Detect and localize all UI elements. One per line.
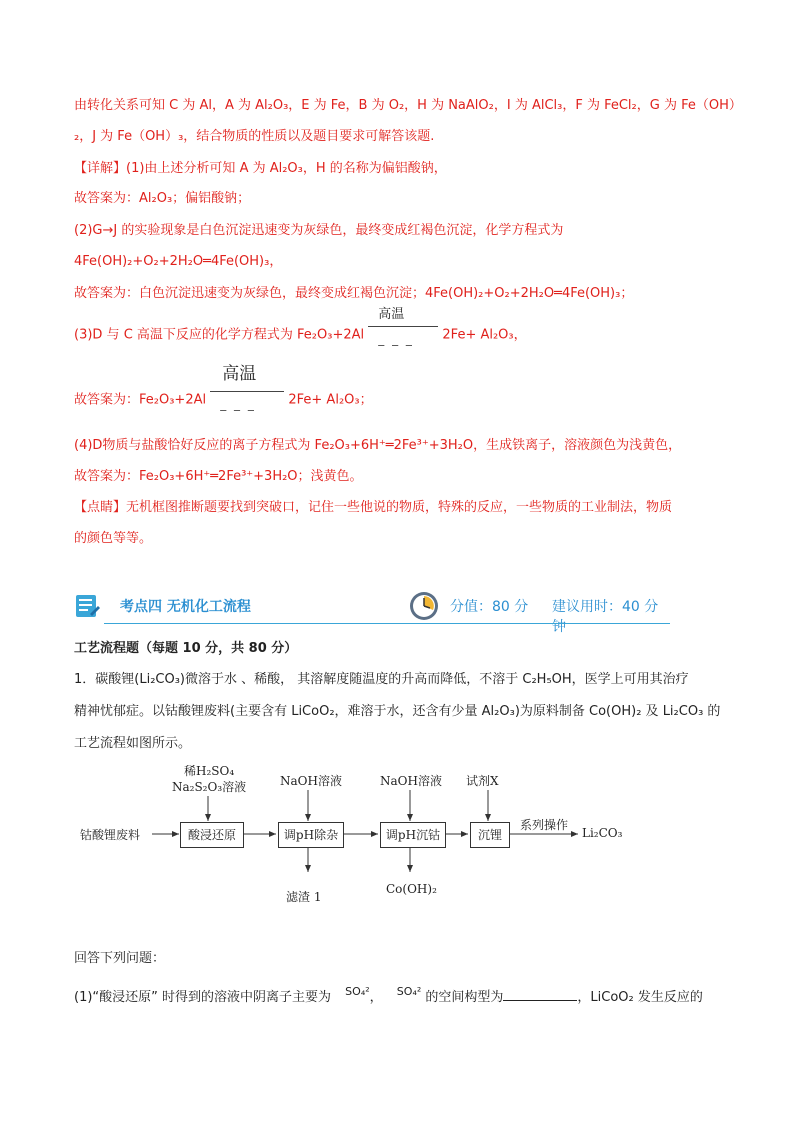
- step-acid-leach: 酸浸还原: [180, 822, 244, 848]
- product-label: Li₂CO₃: [582, 826, 623, 840]
- text-line: [74, 307, 527, 350]
- reagent-label: NaOH溶液: [380, 774, 442, 788]
- question-heading: 工艺流程题（每题 10 分，共 80 分）: [74, 641, 298, 656]
- notepad-icon: [74, 592, 100, 620]
- section-title: 考点四 无机化工流程: [120, 599, 251, 615]
- subquestion-text: (1)“酸浸还原” 时得到的溶液中阴离子主要为: [74, 990, 332, 1005]
- reagent-label: 试剂X: [466, 774, 499, 788]
- ion-formula: SO₄²: [396, 985, 422, 998]
- equation-right: 2Fe+ Al₂O₃，: [442, 327, 527, 343]
- subquestion-text: 的空间构型为: [425, 990, 504, 1005]
- question-text: 工艺流程如图所示。: [74, 736, 192, 751]
- text-line: 故答案为：Al₂O₃；偏铝酸钠；: [74, 191, 251, 206]
- section-header: [74, 590, 670, 635]
- detail-text: (1)由上述分析可知 A 为 Al₂O₃，H 的名称为偏铝酸钠，: [126, 161, 447, 176]
- flowchart-arrows: [80, 762, 650, 912]
- condition-dashes: _ _ _: [220, 397, 256, 411]
- ion-formula: SO₄²: [345, 985, 370, 998]
- input-label: 钴酸锂废料: [80, 828, 141, 842]
- step-precipitate-lithium: 沉锂: [470, 822, 510, 848]
- text-line: 故答案为：Fe₂O₃+6H⁺═2Fe³⁺+3H₂O；浅黄色。: [74, 469, 363, 484]
- reaction-condition: [210, 364, 284, 415]
- text-line: ₂，J 为 Fe（OH）₃，结合物质的性质以及题目要求可解答该题.: [74, 129, 435, 144]
- text-line: (4)D物质与盐酸恰好反应的离子方程式为 Fe₂O₃+6H⁺═2Fe³⁺+3H₂O，生成铁离子，溶液颜色为浅黄色，: [74, 438, 682, 453]
- answer-blank[interactable]: [503, 988, 577, 1001]
- step-remove-impurity: 调pH除杂: [278, 822, 344, 848]
- condition-label: 高温: [222, 364, 257, 384]
- question-text: 1．碳酸锂(Li₂CO₃)微溶于水 、稀酸， 其溶解度随温度的升高而降低，不溶于 C₂H₅OH，医学上可用其治疗: [74, 672, 689, 687]
- answer-prompt: 回答下列问题：: [74, 951, 166, 966]
- equation-left: (3)D 与 C 高温下反应的化学方程式为 Fe₂O₃+2Al: [74, 327, 365, 343]
- reagent-label: Na₂S₂O₃溶液: [172, 780, 247, 794]
- text-line: (2)G→J 的实验现象是白色沉淀迅速变为灰绿色，最终变成红褐色沉淀，化学方程式为: [74, 223, 564, 238]
- subquestion-text: ，LiCoO₂ 发生反应的: [577, 990, 703, 1005]
- text-line: [74, 499, 672, 517]
- separator: ，: [369, 990, 383, 1005]
- question-text: [74, 985, 703, 1007]
- equation-left: 故答案为：Fe₂O₃+2Al: [74, 392, 207, 408]
- reaction-condition: [368, 307, 438, 350]
- text-line: 的颜色等等。: [74, 531, 153, 546]
- text-line: 4Fe(OH)₂+O₂+2H₂O═4Fe(OH)₃，: [74, 254, 283, 269]
- section-time: 建议用时：40 分钟: [552, 599, 659, 635]
- tip-text: 无机框图推断题要找到突破口，记住一些他说的物质，特殊的反应，一些物质的工业制法，物质: [126, 500, 673, 515]
- condition-bar: [210, 391, 284, 392]
- clock-icon: [408, 590, 440, 622]
- text-line: [74, 364, 373, 415]
- process-flowchart: [80, 762, 650, 912]
- condition-dashes: _ _ _: [378, 332, 414, 346]
- text-line: 由转化关系可知 C 为 Al，A 为 Al₂O₃，E 为 Fe，B 为 O₂，H 为 NaAlO₂，I 为 AlCl₃，F 为 FeCl₂，G 为 Fe（OH）: [74, 98, 742, 113]
- section-score: 分值：80 分: [450, 599, 529, 615]
- question-text: 精神忧郁症。以钴酸锂废料(主要含有 LiCoO₂，难溶于水，还含有少量 Al₂O₃)为原料制备 Co(OH)₂ 及 Li₂CO₃ 的: [74, 704, 721, 719]
- reagent-label: NaOH溶液: [280, 774, 342, 788]
- reagent-label: 稀H₂SO₄: [184, 764, 235, 778]
- tip-bracket: 【点睛】: [74, 500, 127, 515]
- text-line: [74, 160, 447, 178]
- residue-label: 滤渣 1: [286, 890, 322, 904]
- text-line: 故答案为：白色沉淀迅速变为灰绿色，最终变成红褐色沉淀；4Fe(OH)₂+O₂+2H₂O═4Fe(OH)₃；: [74, 286, 634, 301]
- coproduct-label: Co(OH)₂: [386, 882, 437, 896]
- operation-label: 系列操作: [520, 818, 569, 832]
- section-divider: [104, 623, 670, 624]
- detail-bracket: 【详解】: [74, 161, 127, 176]
- step-precipitate-cobalt: 调pH沉钴: [380, 822, 446, 848]
- condition-bar: [368, 326, 438, 327]
- condition-label: 高温: [378, 307, 405, 322]
- equation-right: 2Fe+ Al₂O₃；: [288, 392, 373, 408]
